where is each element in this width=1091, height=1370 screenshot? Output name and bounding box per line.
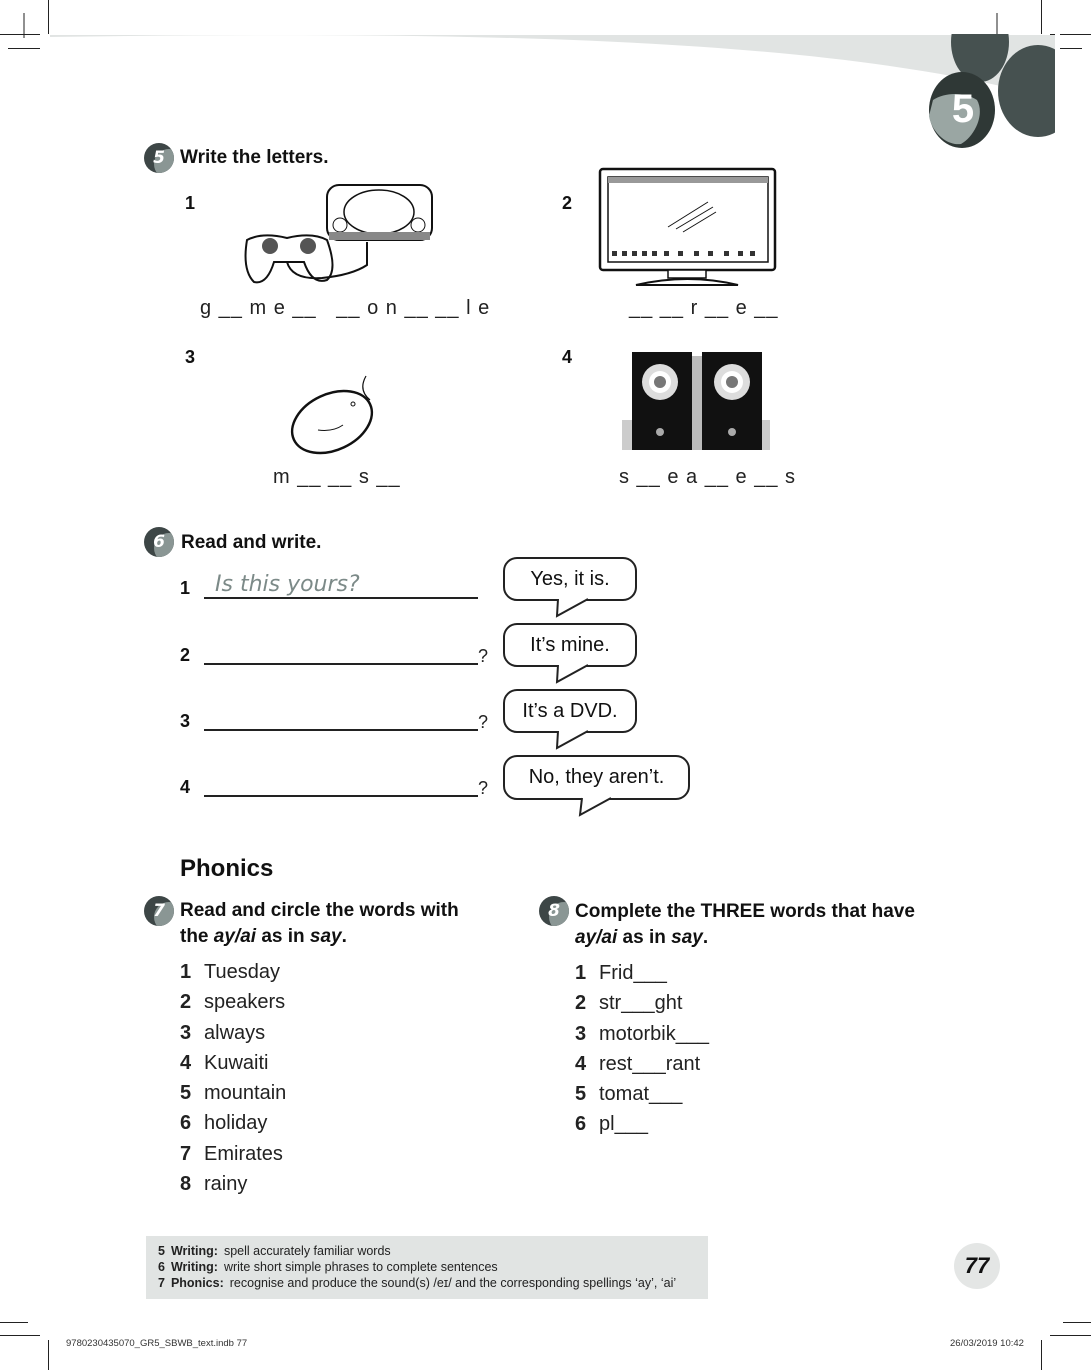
exercise-7-title-line-1: Read and circle the words with bbox=[180, 900, 459, 921]
speech-bubble-tail bbox=[553, 730, 593, 750]
crop-mark bbox=[1063, 1322, 1091, 1323]
exercise-8-title bbox=[575, 899, 935, 951]
exercise-6-badge: 6 bbox=[144, 527, 174, 557]
question-mark: ? bbox=[478, 646, 489, 666]
exercise-5-word-prompt[interactable]: m __ __ s __ bbox=[273, 466, 401, 488]
question-mark: ? bbox=[478, 712, 489, 732]
computer-mouse-icon bbox=[288, 370, 388, 458]
list-item[interactable]: 1 Tuesday bbox=[180, 961, 280, 983]
exercise-8-word-list bbox=[575, 962, 709, 1144]
speech-bubble-tail bbox=[553, 664, 593, 684]
speech-bubble bbox=[503, 623, 637, 667]
print-slug-datetime: 26/03/2019 10:42 bbox=[950, 1338, 1024, 1349]
crop-mark bbox=[1050, 1335, 1091, 1336]
phonics-heading: Phonics bbox=[180, 855, 274, 882]
list-item[interactable]: 2 speakers bbox=[180, 991, 286, 1014]
page-number-badge bbox=[954, 1243, 1000, 1289]
computer-monitor-icon bbox=[598, 167, 778, 289]
exercise-5-title: Write the letters. bbox=[180, 147, 329, 168]
list-item[interactable]: 6 holiday bbox=[180, 1112, 268, 1135]
exercise-6-item-number: 4 bbox=[180, 777, 191, 797]
list-item[interactable]: 8 rainy bbox=[180, 1173, 248, 1196]
print-slug-file: 9780230435070_GR5_SBWB_text.indb 77 bbox=[66, 1338, 248, 1349]
answer-line-1[interactable] bbox=[204, 597, 478, 599]
exercise-7-badge: 7 bbox=[144, 896, 174, 926]
list-item[interactable]: 3 motorbik___ bbox=[575, 1022, 710, 1045]
reply-text: It’s mine. bbox=[530, 634, 610, 656]
reply-text: Yes, it is. bbox=[530, 568, 610, 590]
question-mark: ? bbox=[478, 778, 489, 798]
exercise-5-item-number: 2 bbox=[562, 193, 573, 213]
exercise-6-title: Read and write. bbox=[181, 532, 322, 553]
crop-mark bbox=[0, 1335, 40, 1336]
unit-number: 5 bbox=[951, 87, 975, 131]
list-item[interactable]: 2 str___ght bbox=[575, 992, 683, 1015]
list-item[interactable]: 5 tomat___ bbox=[575, 1083, 683, 1106]
exercise-8-title-line-2: ay/ai as in say. bbox=[575, 927, 709, 948]
exercise-5-item-number: 3 bbox=[185, 347, 196, 367]
list-item[interactable]: 1 Frid___ bbox=[575, 962, 667, 984]
objective-row: 6 Writing: write short simple phrases to complete sentences bbox=[158, 1260, 498, 1274]
list-item[interactable]: 5 mountain bbox=[180, 1082, 287, 1105]
speech-bubble bbox=[503, 755, 690, 800]
speech-bubble-tail bbox=[576, 797, 616, 817]
exercise-5-item-number: 1 bbox=[185, 193, 196, 213]
crop-mark bbox=[1041, 1340, 1042, 1370]
learning-objectives-box bbox=[146, 1236, 708, 1299]
speakers-icon bbox=[620, 350, 770, 452]
exercise-8-title-line-1: Complete the THREE words that have bbox=[575, 901, 915, 922]
speech-bubble bbox=[503, 689, 637, 733]
speech-bubble bbox=[503, 557, 637, 601]
list-item[interactable]: 4 Kuwaiti bbox=[180, 1051, 269, 1074]
speech-bubble-tail bbox=[553, 598, 593, 618]
answer-line-2[interactable] bbox=[204, 663, 478, 665]
exercise-6-item-number: 1 bbox=[180, 578, 191, 598]
reply-text: It’s a DVD. bbox=[522, 700, 618, 722]
exercise-8-badge: 8 bbox=[539, 896, 569, 926]
answer-line-4[interactable] bbox=[204, 795, 478, 797]
page-number: 77 bbox=[964, 1253, 990, 1278]
exercise-5-badge: 5 bbox=[144, 143, 174, 173]
example-answer: Is this yours? bbox=[215, 572, 360, 597]
exercise-7-title bbox=[180, 898, 500, 950]
list-item[interactable]: 6 pl___ bbox=[575, 1113, 648, 1136]
exercise-5-word-prompt[interactable]: g __ m e __ __ o n __ __ l e bbox=[200, 297, 491, 319]
exercise-7-title-line-2: the ay/ai as in say. bbox=[180, 926, 347, 947]
exercise-5-word-prompt[interactable]: __ __ r __ e __ bbox=[629, 297, 779, 319]
exercise-6-item-number: 3 bbox=[180, 711, 191, 731]
exercise-6-item-number: 2 bbox=[180, 645, 191, 665]
exercise-7-word-list bbox=[180, 961, 286, 1203]
answer-line-3[interactable] bbox=[204, 729, 478, 731]
list-item[interactable]: 4 rest___rant bbox=[575, 1052, 701, 1075]
list-item[interactable]: 3 always bbox=[180, 1021, 266, 1044]
objective-row: 7 Phonics: recognise and produce the sound(s) /eɪ/ and the corresponding spellings ‘ay’, ‘ai’ bbox=[158, 1276, 677, 1290]
crop-mark bbox=[0, 1322, 28, 1323]
reply-text: No, they aren’t. bbox=[528, 766, 665, 788]
games-console-icon bbox=[232, 180, 437, 292]
exercise-5-word-prompt[interactable]: s __ e a __ e __ s bbox=[619, 466, 797, 488]
list-item[interactable]: 7 Emirates bbox=[180, 1142, 283, 1165]
exercise-5-item-number: 4 bbox=[562, 347, 573, 367]
objective-row: 5 Writing: spell accurately familiar words bbox=[158, 1244, 391, 1258]
crop-mark bbox=[48, 1340, 49, 1370]
